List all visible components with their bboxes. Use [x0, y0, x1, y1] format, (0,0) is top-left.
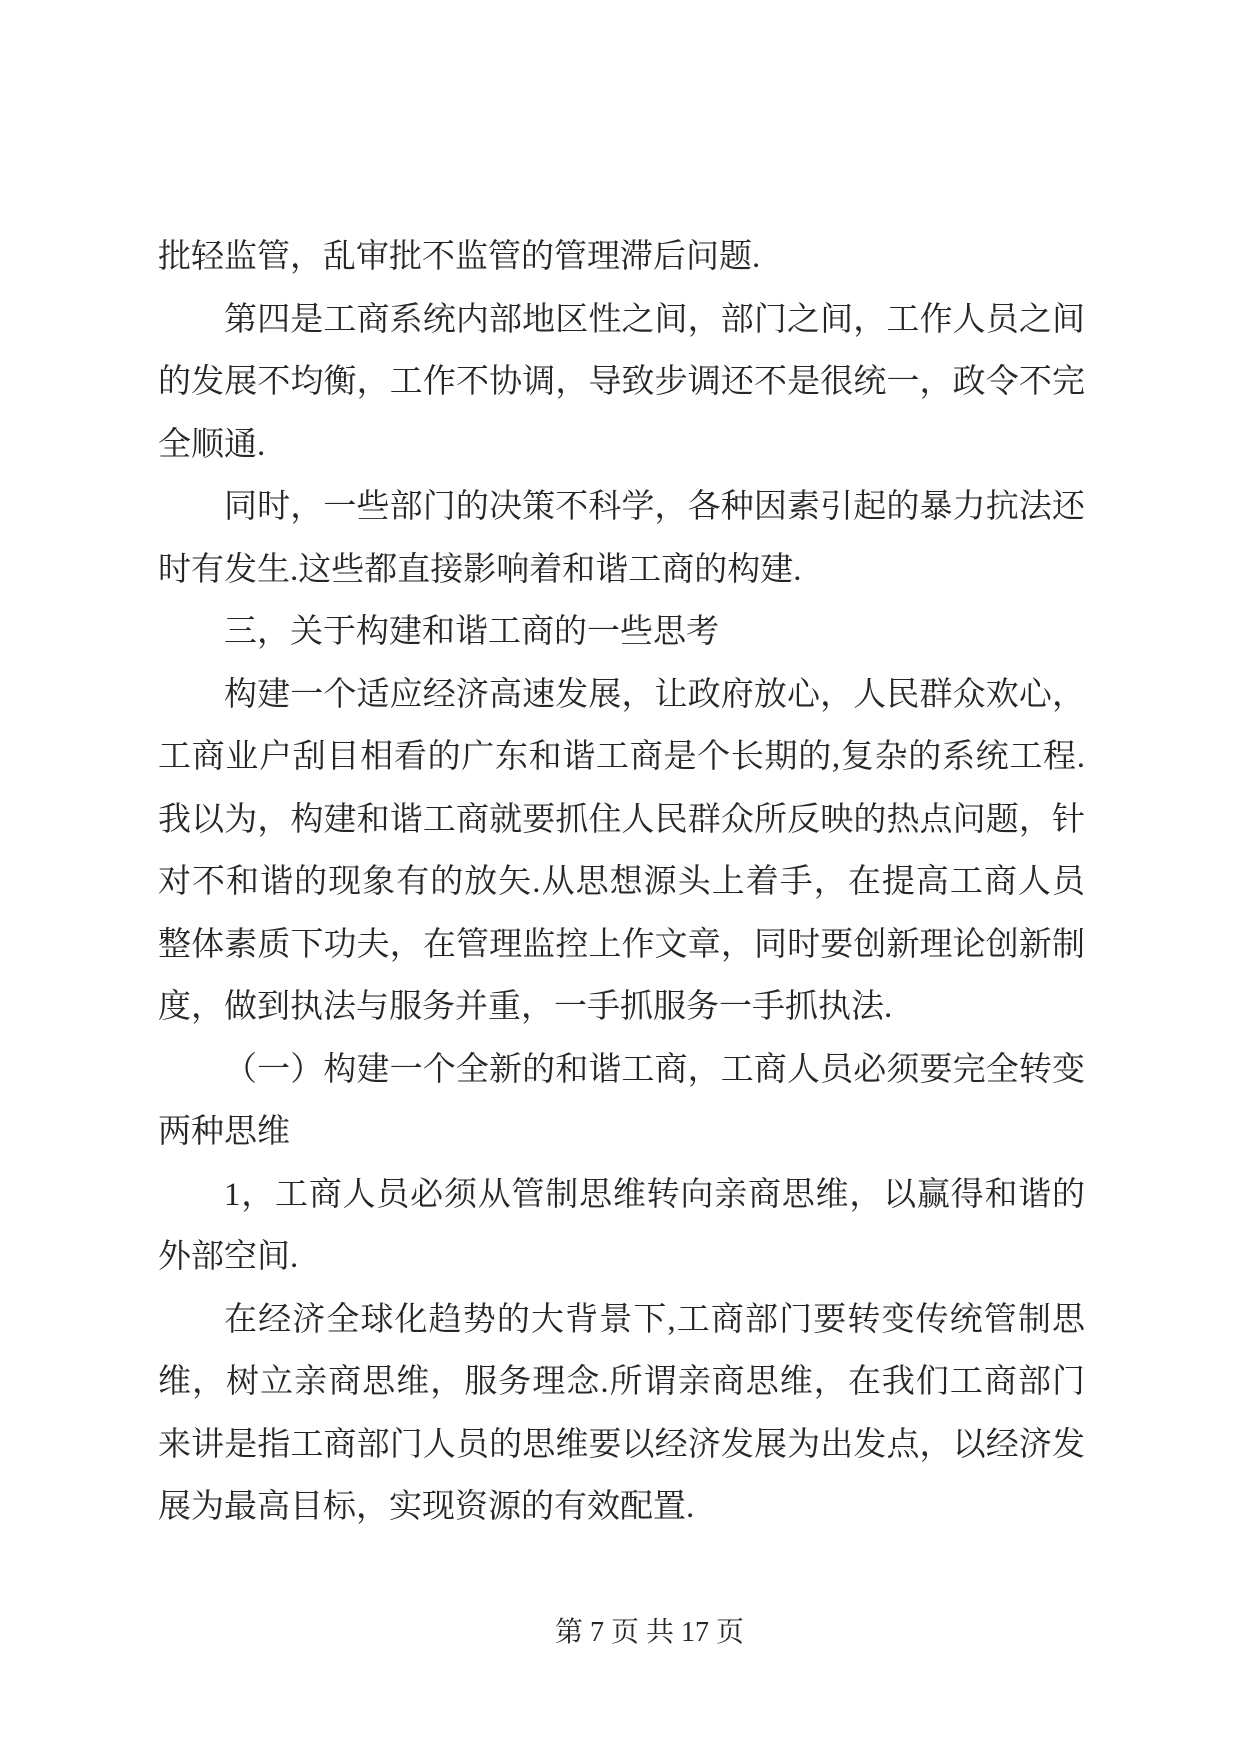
text-line: 来讲是指工商部门人员的思维要以经济发展为出发点，以经济发 — [158, 1426, 1085, 1463]
text-line: 两种思维 — [158, 1114, 290, 1150]
page-footer — [0, 1613, 1241, 1653]
text-line: 外部空间. — [158, 1239, 299, 1275]
text-line: 时有发生.这些都直接影响着和谐工商的构建. — [158, 551, 802, 588]
text-line: 全顺通. — [158, 426, 266, 463]
text-line: 展为最高目标，实现资源的有效配置. — [158, 1489, 695, 1525]
page-number-label: 第 7 页 共 17 页 — [554, 1617, 744, 1648]
text-line: 整体素质下功夫，在管理监控上作文章，同时要创新理论创新制 — [158, 926, 1085, 963]
text-line: 构建一个适应经济高速发展，让政府放心，人民群众欢心， — [224, 676, 1085, 713]
text-line: 1，工商人员必须从管制思维转向亲商思维，以赢得和谐的 — [224, 1176, 1085, 1213]
text-line: 工商业户刮目相看的广东和谐工商是个长期的,复杂的系统工程. — [158, 739, 1085, 775]
document-body — [158, 226, 1085, 1539]
text-line: （一）构建一个全新的和谐工商，工商人员必须要完全转变 — [224, 1051, 1085, 1088]
text-line: 在经济全球化趋势的大背景下,工商部门要转变传统管制思 — [224, 1301, 1085, 1338]
text-line: 度，做到执法与服务并重，一手抓服务一手抓执法. — [158, 989, 893, 1025]
text-line: 对不和谐的现象有的放矢.从思想源头上着手，在提高工商人员 — [158, 864, 1085, 900]
text-line: 批轻监管，乱审批不监管的管理滞后问题. — [158, 239, 761, 275]
text-line: 我以为，构建和谐工商就要抓住人民群众所反映的热点问题，针 — [158, 801, 1085, 838]
text-line: 同时，一些部门的决策不科学，各种因素引起的暴力抗法还 — [224, 489, 1085, 525]
text-line: 维，树立亲商思维，服务理念.所谓亲商思维，在我们工商部门 — [158, 1364, 1085, 1400]
text-line: 第四是工商系统内部地区性之间，部门之间，工作人员之间 — [224, 301, 1085, 338]
text-line: 的发展不均衡，工作不协调，导致步调还不是很统一，政令不完 — [158, 364, 1085, 400]
text-line: 三，关于构建和谐工商的一些思考 — [224, 614, 719, 650]
